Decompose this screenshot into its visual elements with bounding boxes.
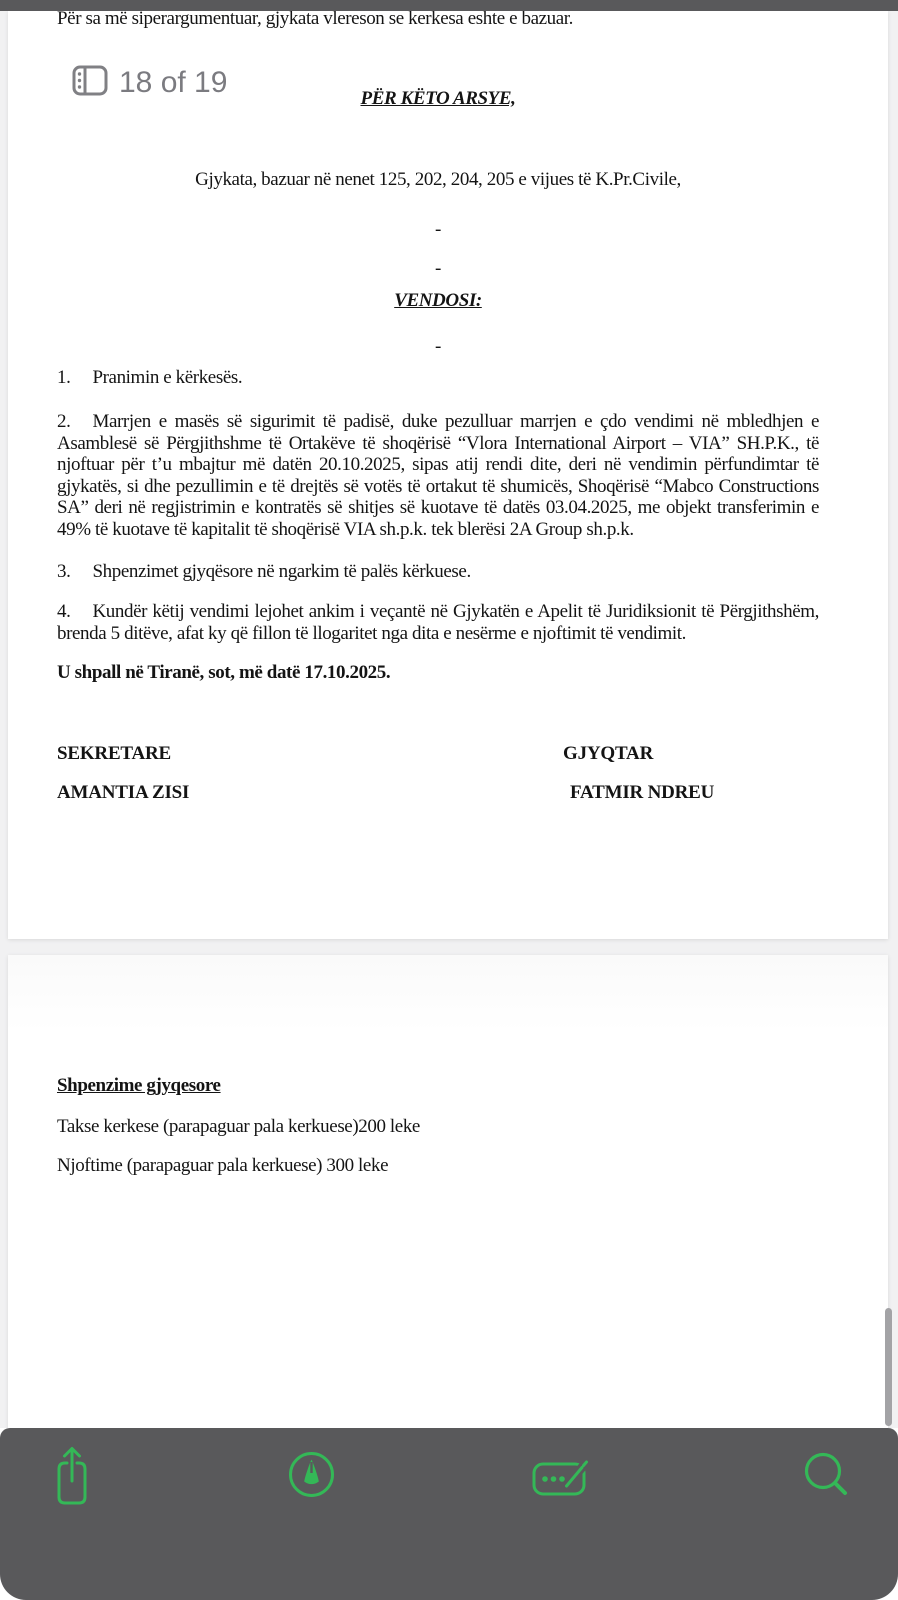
bottom-toolbar	[0, 1428, 898, 1600]
share-icon	[55, 1495, 89, 1510]
separator-dash: -	[435, 219, 441, 240]
pdf-page-18	[8, 11, 888, 939]
scrollbar-thumb[interactable]	[885, 1308, 892, 1426]
pdf-page-19	[8, 955, 888, 1428]
page-indicator-label: 18 of 19	[119, 66, 228, 99]
separator-dash: -	[435, 336, 441, 357]
search-icon	[802, 1484, 848, 1499]
search-button[interactable]	[802, 1450, 848, 1496]
intro-line: Për sa më siperargumentuar, gjykata vlereson se kerkesa eshte e bazuar.	[57, 11, 573, 29]
legal-basis-line: Gjykata, bazuar në nenet 125, 202, 204, 205 e vijues të K.Pr.Civile,	[195, 169, 681, 190]
section-heading-arsye: PËR KËTO ARSYE,	[360, 88, 516, 109]
markup-pen-icon	[288, 1486, 335, 1501]
expenses-line-2: Njoftime (parapaguar pala kerkuese) 300 leke	[57, 1155, 389, 1176]
decision-item-2: 2. Marrjen e masës së sigurimit të padisë, duke pezulluar marrjen e çdo vendimi në mbledhjen e Asamblesë së Përgjithshme të Ortakëve të shoqërisë “Vlora International Airport – VIA” SH.P.K., të njoftuar për t’u mbajtur më datën 20.10.2025, sipas atij rendi dite, deri në vendimin përfundimtar të gjykatës, si dhe pezullimin e të drejtës së votës të ortakut të shumicës, Shoqërisë “Mabco Constructions SA” deri në regjistrimin e kontratës së shitjes së kuotave të datës 03.04.2025, me objekt transferimin e 49% të kuotave të kapitalit të shoqërisë VIA sh.p.k. tek blerësi 2A Group sh.p.k.	[57, 411, 819, 540]
document-scroll-area[interactable]	[0, 11, 898, 1428]
decision-heading: VENDOSI:	[394, 290, 482, 311]
signature-role-judge: GJYQTAR	[563, 743, 654, 764]
expenses-heading: Shpenzime gjyqesore	[57, 1075, 221, 1096]
signature-name-judge: FATMIR NDREU	[570, 782, 715, 803]
markup-button[interactable]	[288, 1451, 335, 1498]
decision-item-1: 1. Pranimin e kërkesës.	[57, 367, 243, 388]
status-bar-strip	[0, 0, 898, 11]
expenses-line-1: Takse kerkese (parapaguar pala kerkuese)200 leke	[57, 1116, 420, 1137]
separator-dash: -	[435, 258, 441, 279]
signature-icon	[528, 1488, 598, 1503]
signature-name-secretary: AMANTIA ZISI	[57, 782, 190, 803]
share-button[interactable]	[55, 1445, 89, 1507]
signature-role-secretary: SEKRETARE	[57, 743, 171, 764]
pronouncement-line: U shpall në Tiranë, sot, më datë 17.10.2025.	[57, 662, 391, 683]
decision-item-3: 3. Shpenzimet gjyqësore në ngarkim të palës kërkuese.	[57, 561, 471, 582]
decision-item-4: 4. Kundër këtij vendimi lejohet ankim i veçantë në Gjykatën e Apelit të Juridiksionit të Përgjithshëm, brenda 5 ditëve, afat ky që fillon të llogaritet nga dita e nesërme e njoftimit të vendimit.	[57, 601, 819, 644]
signature-button[interactable]	[528, 1444, 598, 1500]
